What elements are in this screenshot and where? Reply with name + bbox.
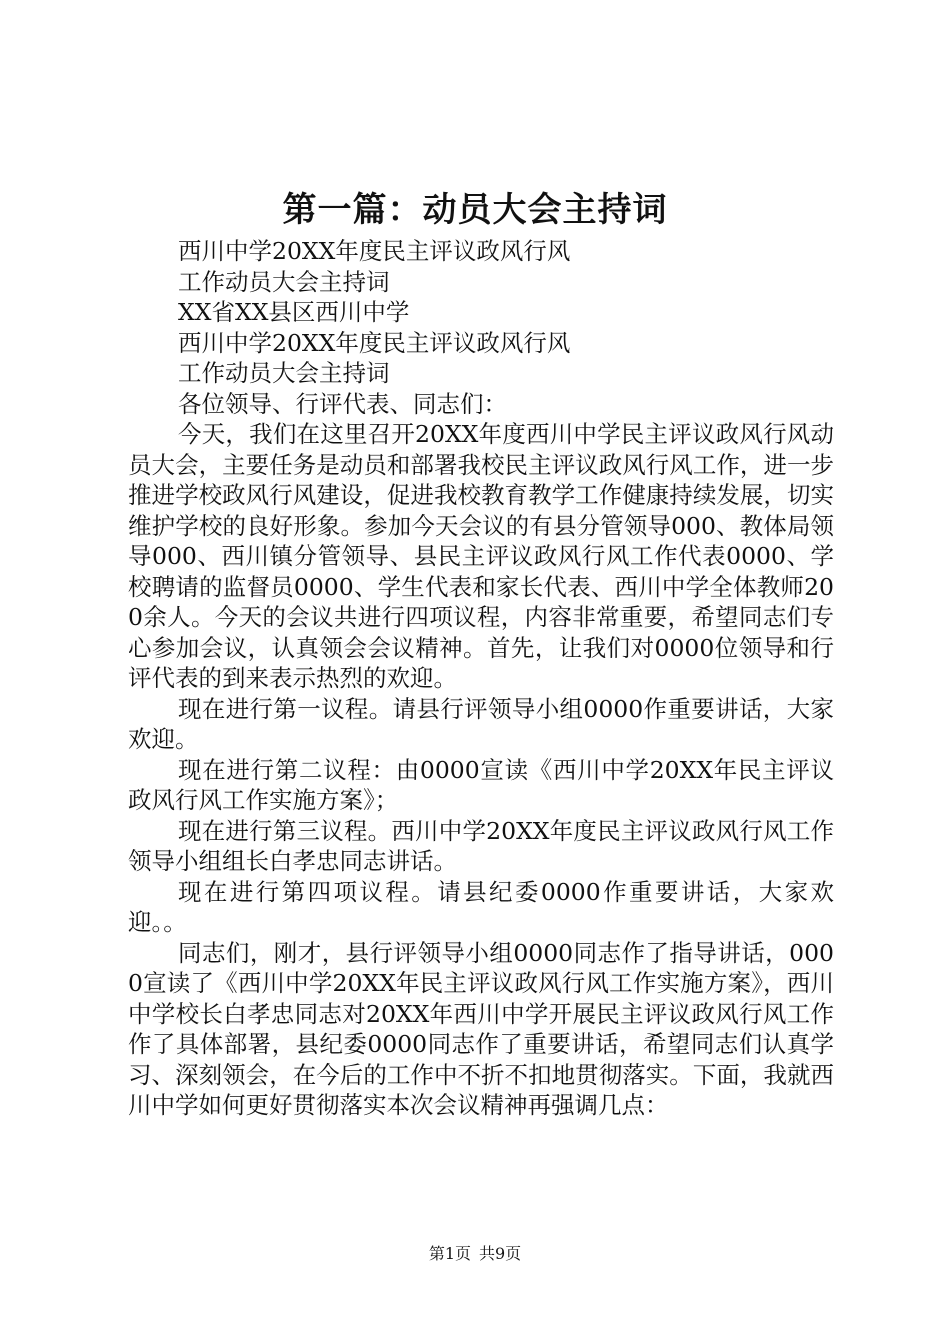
paragraph: 现在进行第一议程。请县行评领导小组0000作重要讲话，大家欢迎。 [128,694,834,753]
page-footer [0,1242,950,1266]
paragraph: 今天，我们在这里召开20XX年度西川中学民主评议政风行风动员大会，主要任务是动员和部署我校民主评议政风行风工作，进一步推进学校政风行风建设，促进我校教育教学工作健康持续发展，切实维护学校的良好形象。参加今天会议的有县分管领导000、教体局领导000、西川镇分管领导、县民主评议政风行风工作代表0000、学校聘请的监督员0000、学生代表和家长代表、西川中学全体教师200余人。今天的会议共进行四项议程，内容非常重要，希望同志们专心参加会议，认真领会会议精神。首先，让我们对0000位领导和行评代表的到来表示热烈的欢迎。 [128,420,834,692]
paragraph: 现在进行第二议程：由0000宣读《西川中学20XX年民主评议政风行风工作实施方案》； [128,755,834,814]
paragraph: 现在进行第四项议程。请县纪委0000作重要讲话，大家欢迎。。 [128,877,834,936]
header-line: 工作动员大会主持词 [178,267,390,296]
header-line: XX省XX县区西川中学 [178,298,410,326]
salutation: 各位领导、行评代表、同志们： [178,389,507,418]
header-line: 西川中学20XX年度民主评议政风行风 [178,237,571,265]
header-line: 西川中学20XX年度民主评议政风行风 [178,328,571,357]
paragraph: 现在进行第三议程。西川中学20XX年度民主评议政风行风工作领导小组组长白孝忠同志讲话。 [128,816,834,875]
document-title: 第一篇：动员大会主持词 [282,190,668,230]
header-line: 工作动员大会主持词 [178,359,390,387]
paragraph: 同志们，刚才，县行评领导小组0000同志作了指导讲话，0000宣读了《西川中学20XX年民主评议政风行风工作实施方案》，西川中学校长白孝忠同志对20XX年西川中学开展民主评议政风行风工作作了具体部署，县纪委0000同志作了重要讲话，希望同志们认真学习、深刻领会，在今后的工作中不折不扣地贯彻落实。下面，我就西川中学如何更好贯彻落实本次会议精神再强调几点： [128,938,834,1119]
document-body [128,236,834,1121]
page-total: 共9页 [479,1244,522,1263]
page-number: 第1页 [428,1244,471,1263]
